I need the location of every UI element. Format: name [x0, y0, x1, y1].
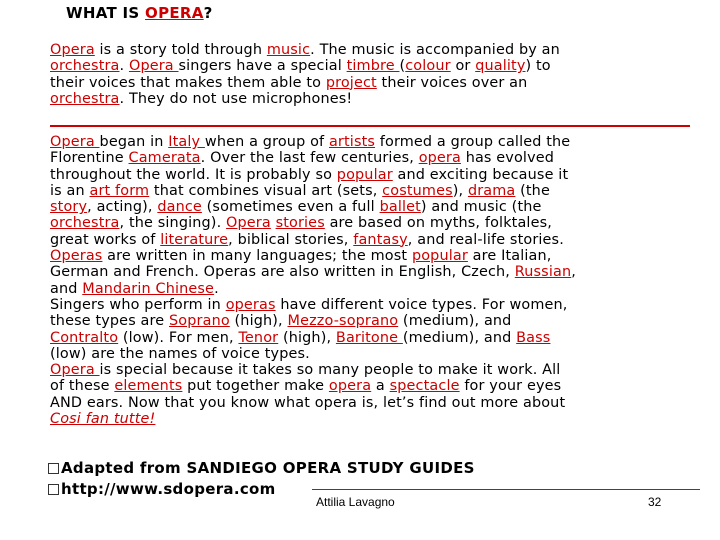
text-segment: Florentine: [50, 150, 129, 167]
glossary-link[interactable]: Camerata: [128, 150, 201, 167]
main-paragraph: [50, 134, 700, 427]
glossary-link[interactable]: Bass: [516, 329, 551, 346]
author-name: Attilia Lavagno: [316, 495, 395, 509]
source-url-link[interactable]: http://www.sdopera.com: [61, 480, 276, 498]
text-segment: (the: [515, 182, 550, 199]
glossary-link[interactable]: timbre: [346, 58, 400, 75]
text-line: [50, 134, 700, 150]
text-segment: . The music is accompanied by an: [310, 42, 560, 58]
text-segment: is an: [50, 182, 90, 199]
text-segment: Singers who perform in: [50, 296, 226, 313]
glossary-link[interactable]: orchestra: [50, 58, 120, 75]
text-line: [50, 395, 700, 411]
glossary-link[interactable]: fantasy: [353, 231, 408, 248]
text-segment: (low) are the names of voice types.: [50, 345, 310, 362]
text-segment: (: [399, 58, 406, 75]
glossary-link[interactable]: project: [325, 74, 377, 91]
glossary-link[interactable]: costumes: [382, 182, 453, 199]
glossary-link[interactable]: Russian: [514, 264, 572, 281]
text-segment: (low). For men,: [118, 329, 239, 346]
text-segment: , the singing).: [119, 215, 227, 232]
glossary-link[interactable]: Italy: [168, 134, 205, 150]
text-line: [50, 91, 700, 107]
text-segment: , acting),: [87, 199, 158, 216]
text-line: [50, 378, 700, 394]
text-segment: (high),: [229, 313, 288, 330]
text-segment: is special because it takes so many people to make it work. All: [99, 362, 561, 379]
glossary-link[interactable]: Opera: [50, 42, 95, 58]
bullet-box-icon: [48, 484, 59, 495]
text-segment: these types are: [50, 313, 170, 330]
text-line: [50, 248, 700, 264]
glossary-link[interactable]: popular: [336, 166, 393, 183]
text-line: [50, 297, 700, 313]
text-line: [50, 75, 700, 91]
glossary-link[interactable]: operas: [225, 296, 276, 313]
text-line: [50, 183, 700, 199]
glossary-link[interactable]: story: [50, 199, 88, 216]
text-line: [50, 264, 700, 280]
bullet-box-icon: [48, 463, 59, 474]
text-segment: their voices over an: [376, 74, 528, 91]
text-line: [50, 215, 700, 231]
text-segment: has evolved: [460, 150, 555, 167]
glossary-link[interactable]: orchestra: [50, 215, 120, 232]
text-line: [50, 362, 700, 378]
bullet-item: [48, 458, 475, 479]
title-prefix: WHAT IS: [66, 4, 146, 22]
text-segment: singers have a special: [178, 58, 347, 75]
page-title: [66, 2, 213, 24]
text-line: [50, 58, 700, 74]
glossary-link[interactable]: stories: [275, 215, 325, 232]
glossary-link[interactable]: Opera: [50, 362, 100, 379]
text-segment: . Over the last few centuries,: [200, 150, 419, 167]
glossary-link[interactable]: Contralto: [50, 329, 119, 346]
glossary-link[interactable]: quality: [475, 58, 526, 75]
text-segment: .: [214, 280, 219, 297]
glossary-link[interactable]: Tenor: [238, 329, 279, 346]
text-segment: throughout the world. It is probably so: [50, 166, 337, 183]
text-segment: began in: [99, 134, 169, 150]
glossary-link[interactable]: Opera: [226, 215, 271, 232]
text-line: [50, 411, 700, 427]
glossary-link[interactable]: music: [266, 42, 311, 58]
page-number: 32: [648, 495, 662, 509]
text-segment: is a story told through: [94, 42, 267, 58]
text-segment: .: [119, 58, 129, 75]
glossary-link[interactable]: Mandarin Chinese: [82, 280, 215, 297]
title-opera-link[interactable]: OPERA: [145, 4, 204, 22]
text-segment: German and French. Operas are also written in English, Czech,: [50, 264, 515, 281]
glossary-link[interactable]: spectacle: [389, 378, 460, 395]
text-segment: ,: [571, 264, 576, 281]
glossary-link[interactable]: Baritone: [335, 329, 403, 346]
text-line: [50, 42, 700, 58]
text-segment: have different voice types. For women,: [275, 296, 568, 313]
text-segment: , biblical stories,: [228, 231, 354, 248]
glossary-link[interactable]: colour: [405, 58, 451, 75]
text-line: [50, 313, 700, 329]
glossary-link[interactable]: dance: [157, 199, 202, 216]
text-segment: that combines visual art (sets,: [149, 182, 383, 199]
text-segment: formed a group called the: [375, 134, 571, 150]
text-segment: great works of: [50, 231, 161, 248]
text-segment: ),: [452, 182, 468, 199]
glossary-link[interactable]: artists: [328, 134, 376, 150]
text-segment: and exciting because it: [392, 166, 569, 183]
text-segment: AND ears. Now that you know what opera is, let’s find out more about: [50, 394, 566, 411]
text-segment: (medium), and: [398, 313, 512, 330]
text-segment: put together make: [182, 378, 329, 395]
text-line: [50, 346, 700, 362]
text-segment: a: [371, 378, 390, 395]
text-segment: and: [50, 280, 83, 297]
text-line: [50, 150, 700, 166]
text-line: [50, 232, 700, 248]
source-text: Adapted from SANDIEGO OPERA STUDY GUIDES: [61, 459, 475, 477]
glossary-link[interactable]: Mezzo-soprano: [287, 313, 399, 330]
glossary-link[interactable]: Soprano: [169, 313, 230, 330]
text-line: [50, 330, 700, 346]
text-line: [50, 167, 700, 183]
glossary-link[interactable]: literature: [160, 231, 229, 248]
text-line: [50, 281, 700, 297]
source-bullets: [48, 458, 475, 500]
glossary-link[interactable]: opera: [328, 378, 372, 395]
text-segment: when a group of: [204, 134, 329, 150]
glossary-link[interactable]: orchestra: [50, 90, 120, 107]
intro-paragraph: [50, 42, 700, 107]
text-segment: (high),: [278, 329, 336, 346]
text-segment: are Italian,: [467, 248, 552, 265]
glossary-link[interactable]: opera: [418, 150, 461, 167]
text-segment: , and real-life stories.: [407, 231, 564, 248]
title-suffix: ?: [203, 4, 213, 22]
text-segment: or: [450, 58, 476, 75]
text-line: [50, 199, 700, 215]
text-segment: ) and music (the: [420, 199, 542, 216]
glossary-link[interactable]: drama: [467, 182, 516, 199]
text-segment: are based on myths, folktales,: [324, 215, 552, 232]
glossary-link[interactable]: popular: [411, 248, 468, 265]
glossary-link[interactable]: Opera: [128, 58, 179, 75]
footer-rule: [312, 489, 700, 490]
text-segment: (medium), and: [402, 329, 517, 346]
text-segment: ) to: [525, 58, 551, 75]
text-segment: are written in many languages; the most: [102, 248, 412, 265]
glossary-link[interactable]: Opera: [50, 134, 100, 150]
glossary-link[interactable]: Cosi fan tutte!: [50, 411, 156, 428]
text-segment: for your eyes: [459, 378, 562, 395]
glossary-link[interactable]: Operas: [50, 248, 103, 265]
section-divider: [50, 125, 690, 127]
glossary-link[interactable]: elements: [114, 378, 183, 395]
text-segment: of these: [50, 378, 115, 395]
glossary-link[interactable]: ballet: [379, 199, 421, 216]
text-segment: (sometimes even a full: [201, 199, 380, 216]
text-segment: . They do not use microphones!: [119, 90, 353, 107]
glossary-link[interactable]: art form: [89, 182, 150, 199]
text-segment: their voices that makes them able to: [50, 74, 326, 91]
